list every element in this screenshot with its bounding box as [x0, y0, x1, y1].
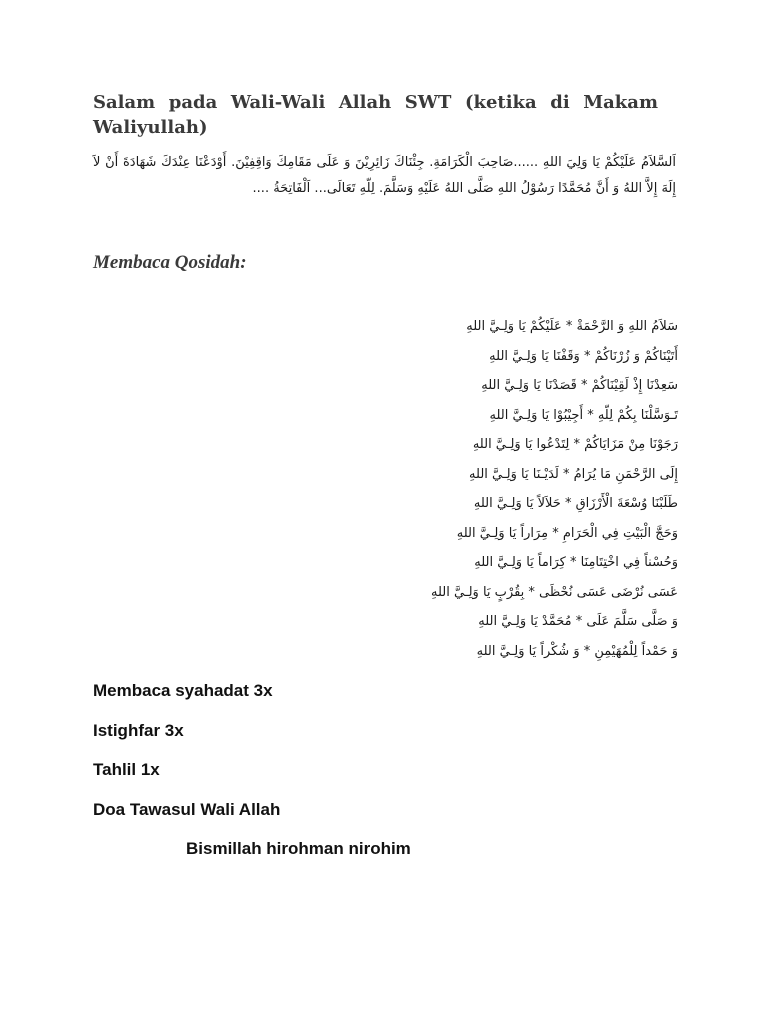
- bismillah-line: Bismillah hirohman nirohim: [186, 839, 411, 858]
- step-doa-tawasul: Doa Tawasul Wali Allah: [93, 799, 281, 819]
- document-title: Salam pada Wali-Wali Allah SWT (ketika di Makam Waliyullah): [93, 92, 658, 138]
- qosidah-verse: رَجَوْنَا مِنْ مَزَايَاكُمْ * لِتَدْعُوا يَا وَلِـيَّ اللهِ: [472, 437, 678, 452]
- step-istighfar: Istighfar 3x: [93, 720, 184, 740]
- step-syahadat: Membaca syahadat 3x: [93, 681, 273, 700]
- qosidah-verse: وَحُسْناً فِي اخْتِتَامِنَا * كِرَاماً يَا وَلِـيَّ اللهِ: [474, 555, 678, 570]
- qosidah-verses: [360, 312, 678, 666]
- salam-arabic-paragraph: اَلسَّلاَمُ عَلَيْكُمْ يَا وَلِيَ اللهِ ......صَاحِبَ الْكَرَامَةِ. جِئْنَاكَ زَائِرِيْنَ وَ عَلَى مَقَامِكَ وَاقِفِيْنَ. أَوْدَعْنَا عِنْدَكَ شَهَادَةَ أَنْ لاَ إِلَهَ إِلاَّ اللهُ وَ أَنَّ مُحَمَّدًا رَسُوْلُ اللهِ صَلَّى اللهُ عَلَيْهِ وَسَلَّمَ. لِلّهِ تَعَالَى... اَلْفَاتِحَةُ ....: [93, 155, 676, 196]
- qosidah-verse: إِلَى الرَّحْمَنِ مَا يُرَامُ * لَدَيْـنَا يَا وَلِـيَّ اللهِ: [469, 466, 678, 482]
- qosidah-verse: وَ حَمْداً لِلْمُهَيْمِنِ * وَ شُكْراً يَا وَلِـيَّ اللهِ: [476, 643, 678, 659]
- qosidah-heading: Membaca Qosidah:: [93, 252, 247, 273]
- qosidah-verse: وَحَجَّ الْبَيْتِ فِي الْحَرَامِ * مِرَاراً يَا وَلِـيَّ اللهِ: [456, 525, 678, 541]
- qosidah-verse: سَعِدْنَا إِذْ لَقِيْنَاكُمْ * قَصَدْنَا يَا وَلِـيَّ اللهِ: [481, 378, 678, 393]
- qosidah-verse: أَتَيْنَاكُمْ وَ زُرْنَاكُمْ * وَقَفْنَا يَا وَلِـيَّ اللهِ: [489, 348, 678, 364]
- step-tahlil: Tahlil 1x: [93, 760, 160, 779]
- qosidah-verse: عَسَى نُرْضَى عَسَى نُحْظَى * بِقُرْبٍ يَا وَلِـيَّ اللهِ: [430, 584, 678, 600]
- qosidah-verse: طَلَبْنَا وُسْعَةَ الْأَرْزَاقِ * حَلاَلاً يَا وَلِـيَّ اللهِ: [473, 496, 678, 511]
- prayer-steps-list: [93, 680, 280, 838]
- qosidah-verse: سَلاَمُ اللهِ وَ الرَّحْمَةْ * عَلَيْكُمْ يَا وَلِـيَّ اللهِ: [466, 319, 678, 334]
- qosidah-verse: تَـوَسَّلْنَا بِكُمْ لِلّهِ * أَجِيْبُوْا يَا وَلِـيَّ اللهِ: [489, 407, 678, 423]
- qosidah-verse: وَ صَلَّى سَلَّمَ عَلَى * مُحَمَّدْ يَا وَلِـيَّ اللهِ: [478, 614, 678, 629]
